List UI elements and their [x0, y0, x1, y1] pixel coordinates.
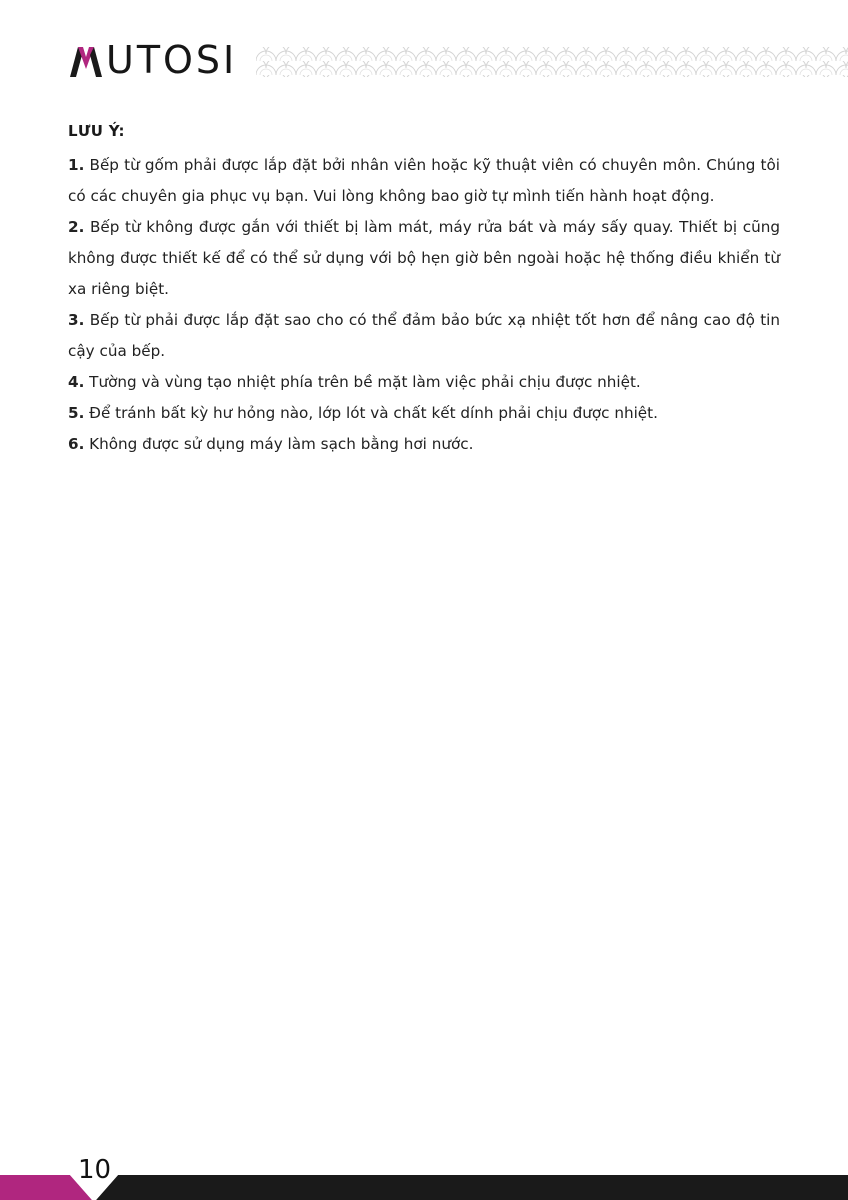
note-number: 4.	[68, 373, 85, 391]
note-item	[68, 398, 780, 429]
page-footer-bar	[0, 1150, 848, 1200]
note-item	[68, 212, 780, 305]
decorative-wave-pattern	[256, 47, 848, 77]
note-text: Bếp từ gốm phải được lắp đặt bởi nhân viên hoặc kỹ thuật viên có chuyên môn. Chúng tôi có các chuyên gia phục vụ bạn. Vui lòng không bao giờ tự mình tiến hành hoạt động.	[68, 156, 781, 205]
note-text: Bếp từ không được gắn với thiết bị làm mát, máy rửa bát và máy sấy quay. Thiết bị cũng không được thiết kế để có thể sử dụng với bộ hẹn giờ bên ngoài hoặc hệ thống điều khiển từ xa riêng biệt.	[68, 218, 780, 298]
brand-logo	[68, 38, 237, 82]
notice-heading: LƯU Ý:	[68, 122, 125, 140]
logo-m-mark	[68, 43, 104, 77]
note-number: 3.	[68, 311, 85, 329]
note-number: 2.	[68, 218, 85, 236]
note-text: Tường và vùng tạo nhiệt phía trên bề mặt làm việc phải chịu được nhiệt.	[89, 373, 641, 391]
note-text: Không được sử dụng máy làm sạch bằng hơi nước.	[89, 435, 474, 453]
logo-text: UTOSI	[106, 38, 238, 82]
note-text: Bếp từ phải được lắp đặt sao cho có thể đảm bảo bức xạ nhiệt tốt hơn để nâng cao độ tin cậy của bếp.	[68, 311, 780, 360]
page-number: 10	[78, 1155, 112, 1185]
note-item	[68, 429, 780, 460]
notice-section	[68, 118, 780, 460]
note-text: Để tránh bất kỳ hư hỏng nào, lớp lót và chất kết dính phải chịu được nhiệt.	[89, 404, 658, 422]
note-item	[68, 367, 780, 398]
note-item	[68, 150, 780, 212]
page-header	[0, 0, 848, 100]
note-number: 5.	[68, 404, 85, 422]
note-number: 6.	[68, 435, 85, 453]
note-item	[68, 305, 780, 367]
note-number: 1.	[68, 156, 85, 174]
